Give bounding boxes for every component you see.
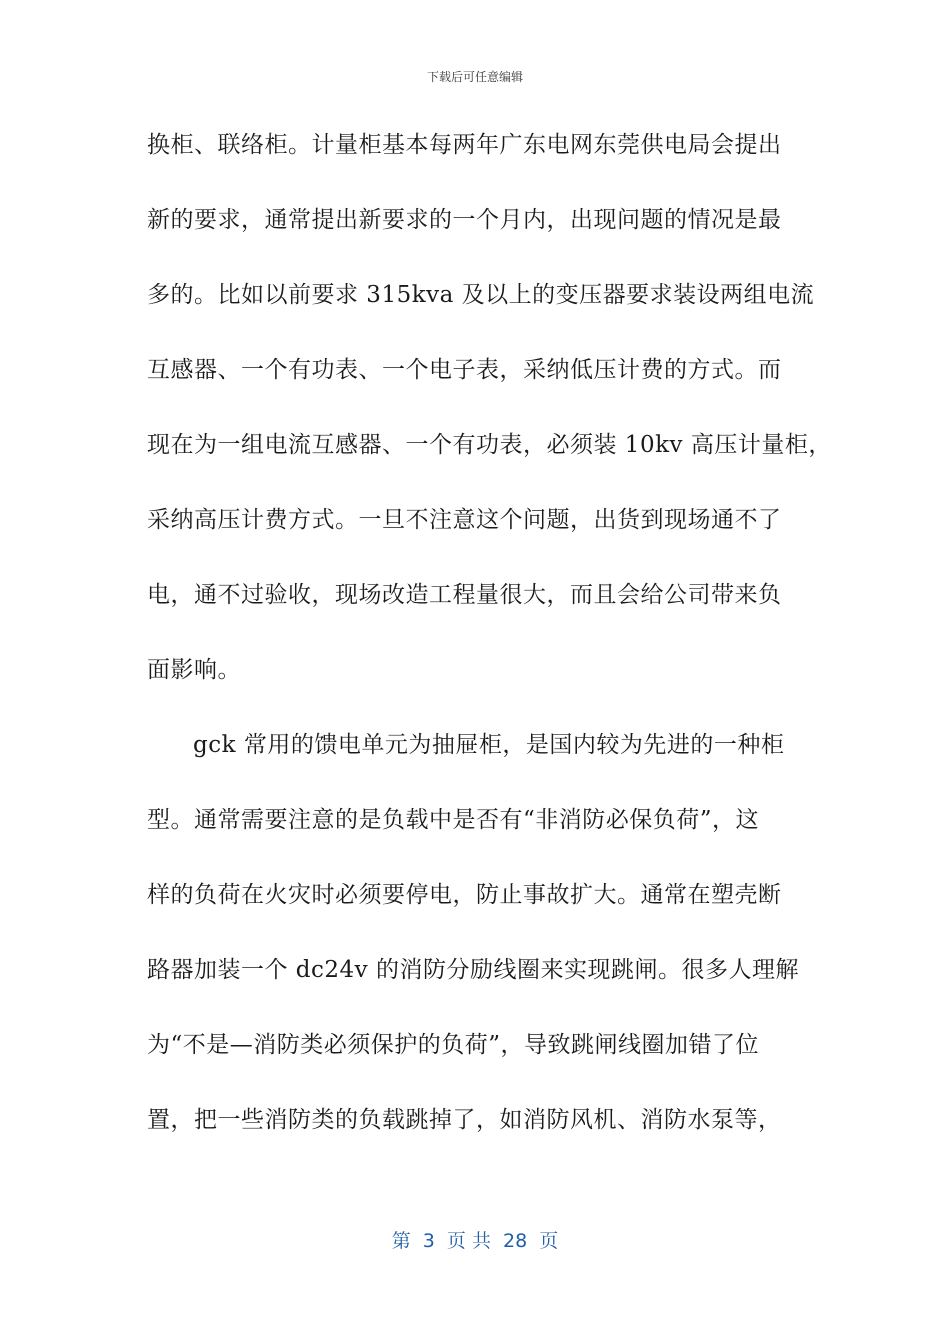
document-body: [147, 129, 832, 1179]
paragraph-1-line-2: 新的要求，通常提出新要求的一个月内，出现问题的情况是最: [147, 207, 782, 233]
paragraph-1-line-4: 互感器、一个有功表、一个电子表，采纳低压计费的方式。而: [147, 357, 782, 383]
paragraph-1-line-6: 采纳高压计费方式。一旦不注意这个问题，出货到现场通不了: [147, 507, 782, 533]
paragraph-1-line-8: 面影响。: [147, 657, 241, 683]
page-footer: 第 3 页 共 28 页: [391, 1230, 559, 1252]
paragraph-2-line-3: 样的负荷在火灾时必须要停电，防止事故扩大。通常在塑壳断: [147, 882, 782, 908]
paragraph-2-line-1: gck 常用的馈电单元为抽屉柜，是国内较为先进的一种柜: [193, 732, 785, 758]
paragraph-1-line-1: 换柜、联络柜。计量柜基本每两年广东电网东莞供电局会提出: [147, 132, 782, 158]
paragraph-2-line-4: 路器加装一个 dc24v 的消防分励线圈来实现跳闸。很多人理解: [147, 957, 799, 983]
paragraph-1-line-3: 多的。比如以前要求 315kva 及以上的变压器要求装设两组电流: [147, 282, 815, 308]
paragraph-1-line-5: 现在为一组电流互感器、一个有功表，必须装 10kv 高压计量柜，: [147, 432, 832, 458]
paragraph-1-line-7: 电，通不过验收，现场改造工程量很大，而且会给公司带来负: [147, 582, 782, 608]
paragraph-2-line-5: 为“不是—消防类必须保护的负荷”，导致跳闸线圈加错了位: [147, 1032, 760, 1058]
page-header: 下载后可任意编辑: [426, 70, 523, 84]
paragraph-2-line-6: 置，把一些消防类的负载跳掉了，如消防风机、消防水泵等，: [147, 1107, 782, 1133]
paragraph-2-line-2: 型。通常需要注意的是负载中是否有“非消防必保负荷”，这: [147, 807, 760, 833]
